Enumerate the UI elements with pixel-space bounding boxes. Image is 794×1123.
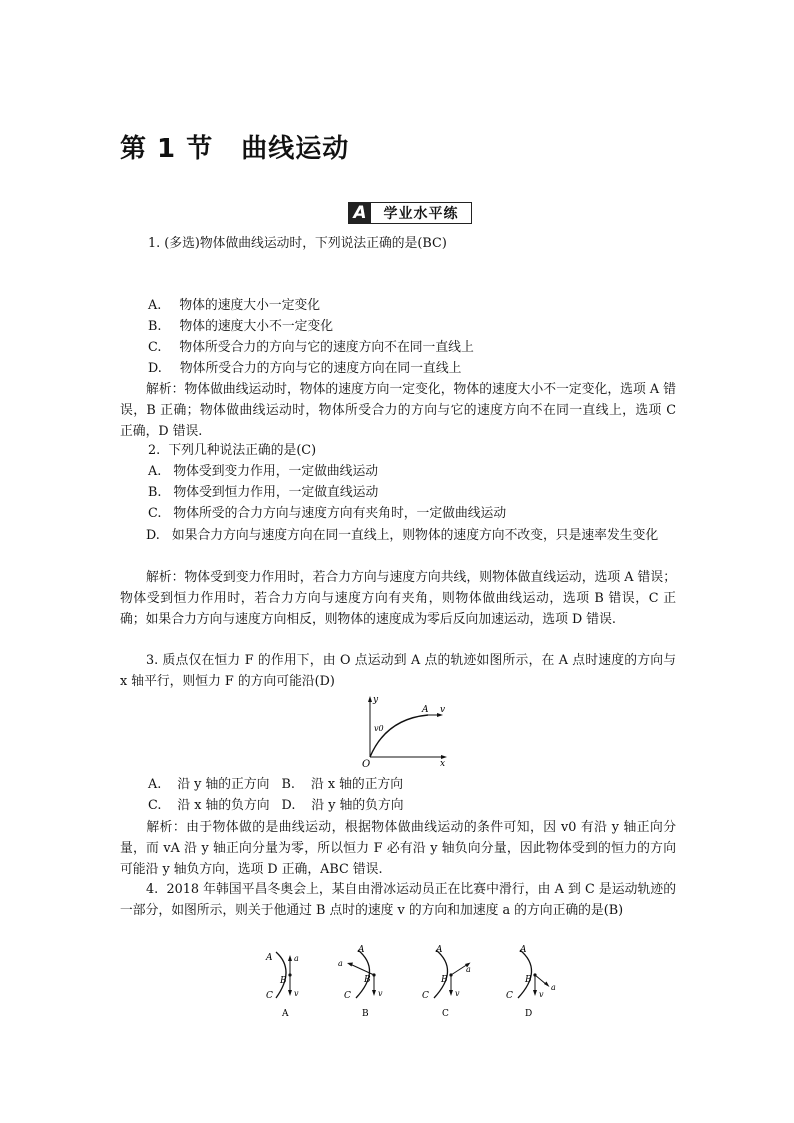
svg-text:A: A — [358, 945, 365, 955]
origin-label: O — [362, 759, 371, 769]
q4-figure-c — [414, 944, 474, 1024]
option-text: 物体的速度大小一定变化 — [179, 298, 321, 313]
option-label: C. — [148, 340, 162, 355]
svg-text:A: A — [266, 953, 273, 963]
q3-stem: 3. 质点仅在恒力 F 的作用下，由 O 点运动到 A 点的轨迹如图所示，在 A 点时速度的方向与 x 轴平行，则恒力 F 的方向可能沿(D) — [120, 653, 676, 689]
svg-text:A: A — [520, 945, 527, 955]
q2-stem: 2. 下列几种说法正确的是(C) — [148, 443, 317, 458]
option-label: B. — [148, 319, 162, 334]
q1-option-d — [148, 359, 461, 379]
skating-path — [518, 950, 532, 998]
v-label: v — [440, 705, 446, 715]
svg-text:v: v — [539, 990, 544, 999]
figure-caption: D — [525, 1009, 533, 1019]
svg-text:v: v — [455, 989, 460, 998]
section-number: 第 1 节 — [120, 134, 214, 164]
y-axis-label: y — [373, 695, 379, 705]
velocity-arrow-icon — [449, 990, 453, 996]
q4-stem: 4. 2018 年韩国平昌冬奥会上，某自由滑冰运动员正在比赛中滑行，由 A 到 C 是运动轨迹的一部分，如图所示，则关于他通过 B 点时的速度 v 的方向和加速度 a 的方向正确的是(B) — [120, 882, 676, 918]
svg-text:A: A — [436, 945, 443, 955]
q4-figure-a — [262, 944, 312, 1024]
figure-caption: A — [282, 1009, 289, 1019]
q3-trajectory-figure — [360, 693, 460, 773]
skating-path — [356, 950, 370, 998]
skating-path — [434, 950, 448, 998]
q2-analysis: 解析：物体受到变力作用时，若合力方向与速度方向共线，则物体做直线运动，选项 A 错误；物体受到恒力作用时，若合力方向与速度方向有夹角，则物体做曲线运动，选项 B 错误，C 正确；如果合力方向与速度方向相反，则物体的速度成为零后反向加速运动，选项 D 错误. — [120, 570, 676, 627]
q1-stem: 1. (多选)物体做曲线运动时，下列说法正确的是(BC) — [148, 236, 447, 251]
acceleration-arrow-icon — [544, 982, 550, 988]
skating-path — [276, 952, 286, 998]
point-a-label: A — [422, 705, 429, 715]
q3-options-row2: C. 沿 x 轴的负方向 D. 沿 y 轴的负方向 — [148, 798, 404, 813]
x-axis-label: x — [440, 759, 446, 769]
level-badge — [348, 202, 472, 224]
svg-text:B: B — [525, 975, 532, 985]
svg-text:a: a — [551, 983, 556, 992]
svg-text:v: v — [294, 989, 299, 998]
y-axis-arrow-icon — [368, 696, 372, 702]
page-title — [120, 128, 349, 165]
badge-letter: A — [349, 203, 371, 223]
svg-text:C: C — [266, 991, 273, 1001]
q1-analysis: 解析：物体做曲线运动时，物体的速度方向一定变化，物体的速度大小不一定变化，选项 A 错误，B 正确；物体做曲线运动时，物体所受合力的方向与它的速度方向不在同一直线上，选项 C 正确，D 错误. — [120, 382, 676, 439]
svg-text:C: C — [422, 991, 429, 1001]
svg-text:B: B — [280, 976, 287, 986]
q1-option-a — [148, 296, 320, 316]
svg-text:C: C — [506, 991, 513, 1001]
svg-text:B: B — [364, 975, 371, 985]
q2-option-c: C. 物体所受的合力方向与速度方向有夹角时，一定做曲线运动 — [148, 506, 507, 521]
q2-option-d: D. 如果合力方向与速度方向在同一直线上，则物体的速度方向不改变，只是速率发生变化 — [146, 528, 659, 543]
velocity-arrow-icon — [372, 990, 376, 996]
acceleration-arrow-icon — [288, 955, 292, 961]
option-text: 物体所受合力的方向与它的速度方向不在同一直线上 — [179, 340, 474, 355]
figure-caption: B — [362, 1009, 369, 1019]
q1-option-c — [148, 338, 474, 358]
q2-option-a: A. 物体受到变力作用，一定做曲线运动 — [148, 464, 379, 479]
q1-option-b — [148, 317, 333, 337]
q4-figure-d — [500, 944, 562, 1024]
figure-caption: C — [442, 1009, 449, 1019]
q3-options-row1: A. 沿 y 轴的正方向 B. 沿 x 轴的正方向 — [148, 777, 404, 792]
q4-figure-b — [332, 944, 392, 1024]
svg-text:C: C — [344, 991, 351, 1001]
velocity-arrow-icon — [288, 990, 292, 996]
trajectory-curve — [370, 715, 428, 757]
trajectory-diagram — [360, 693, 460, 769]
section-name: 曲线运动 — [241, 134, 350, 164]
svg-text:a: a — [466, 965, 471, 974]
svg-text:B: B — [441, 975, 448, 985]
v0-label: v0 — [374, 724, 384, 733]
option-label: D. — [148, 361, 162, 376]
q3-analysis: 解析：由于物体做的是曲线运动，根据物体做曲线运动的条件可知，因 v0 有沿 y 轴正向分量，而 vA 沿 y 轴正向分量为零，所以恒力 F 必有沿 y 轴负向分量，因此物体受到的恒力的方向可能沿 y 轴负方向，选项 D 正确，ABC 错误. — [120, 820, 676, 877]
q2-option-b: B. 物体受到恒力作用，一定做直线运动 — [148, 485, 379, 500]
acceleration-arrow-icon — [347, 963, 353, 967]
acceleration-arrow — [350, 964, 374, 975]
svg-text:a: a — [294, 954, 299, 963]
option-label: A. — [148, 298, 162, 313]
option-text: 物体所受合力的方向与它的速度方向在同一直线上 — [179, 361, 462, 376]
velocity-arrow-icon — [533, 990, 537, 996]
option-text: 物体的速度大小不一定变化 — [179, 319, 334, 334]
badge-text: 学业水平练 — [383, 206, 459, 222]
svg-text:a: a — [338, 959, 343, 968]
svg-text:v: v — [378, 989, 383, 998]
